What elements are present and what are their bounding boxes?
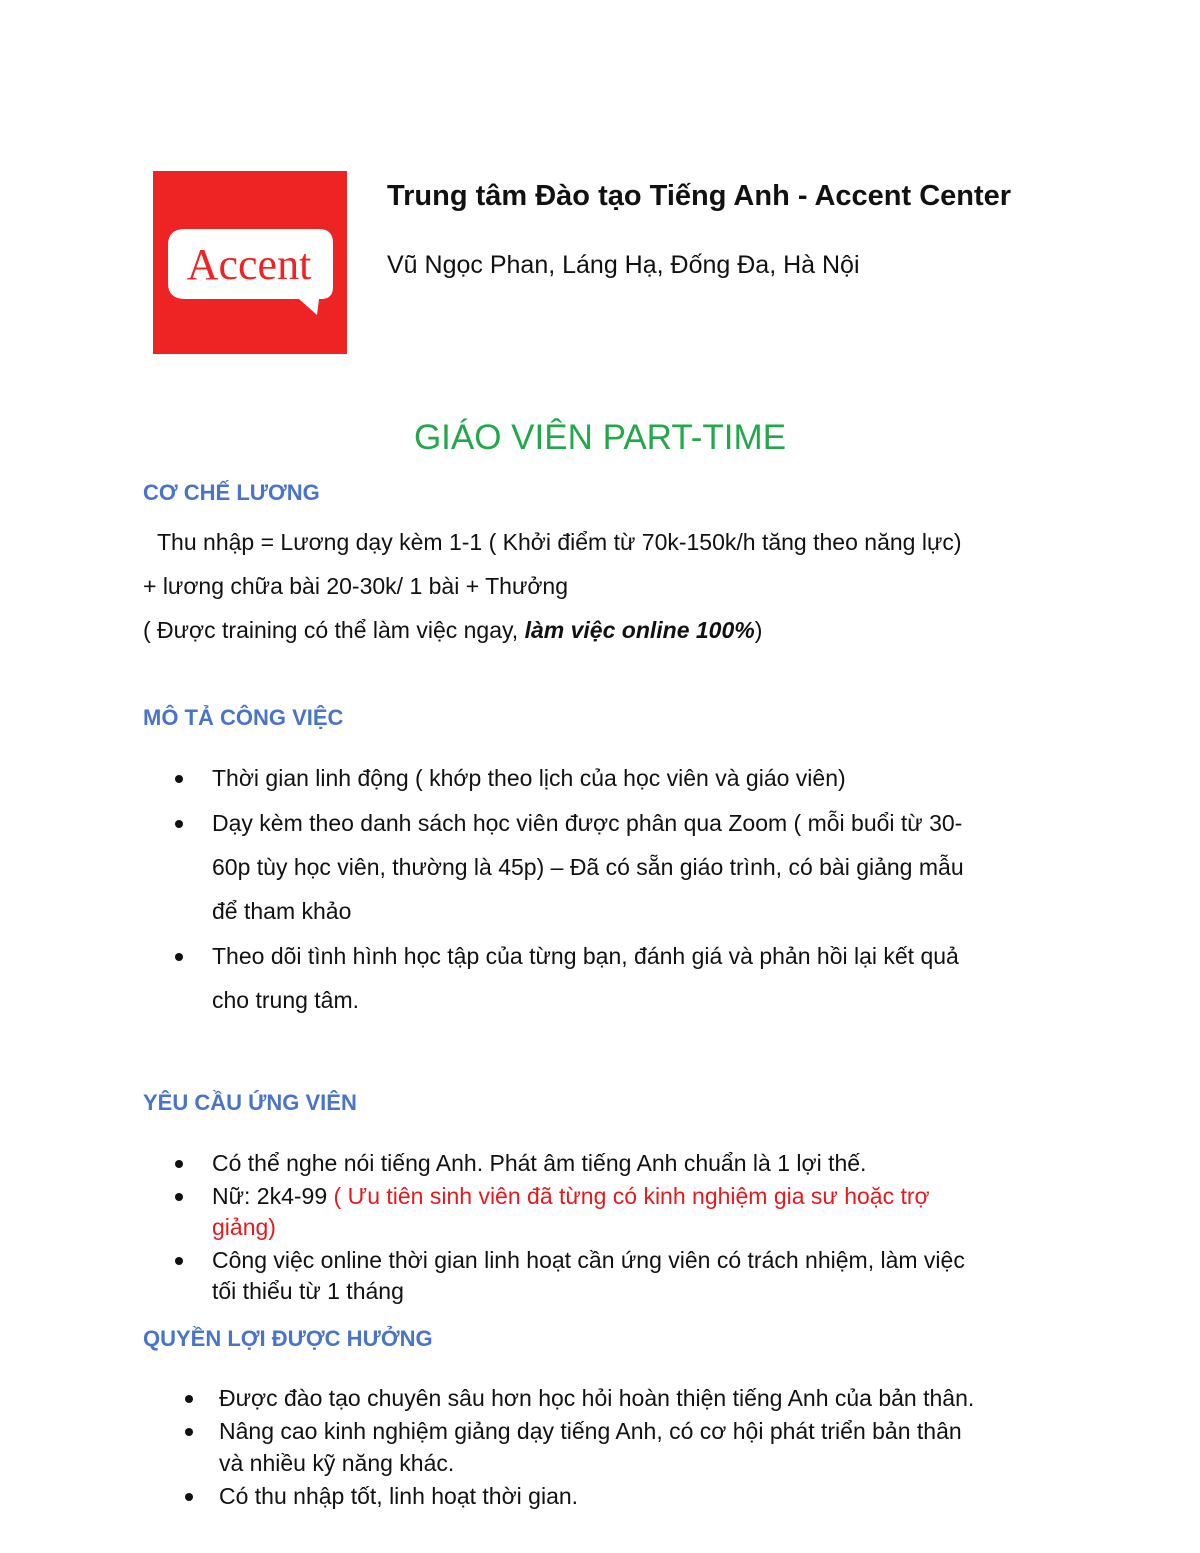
- salary-line-3: [143, 617, 762, 644]
- priority-note: ( Ưu tiên sinh viên đã từng có kinh nghiệm gia sư hoặc trợ: [333, 1183, 930, 1209]
- salary-note-suffix: ): [754, 617, 763, 643]
- list-item: Theo dõi tình hình học tập của từng bạn, đánh giá và phản hồi lại kết quả: [212, 943, 959, 969]
- gender-age-text: Nữ: 2k4-99: [212, 1183, 334, 1209]
- bullet-icon: [175, 953, 183, 961]
- priority-note-continuation: giảng): [212, 1214, 276, 1240]
- speech-bubble-icon: [153, 171, 347, 354]
- list-item-continuation: để tham khảo: [212, 898, 352, 924]
- list-item: Có thu nhập tốt, linh hoạt thời gian.: [219, 1483, 579, 1509]
- accent-logo: [153, 171, 347, 354]
- bullet-icon: [185, 1493, 193, 1501]
- bullet-icon: [185, 1395, 193, 1403]
- salary-note-prefix: ( Được training có thể làm việc ngay,: [143, 617, 525, 643]
- list-item-continuation: cho trung tâm.: [212, 987, 360, 1013]
- job-description-heading: MÔ TẢ CÔNG VIỆC: [143, 705, 344, 730]
- bullet-icon: [185, 1428, 193, 1436]
- salary-line-1: Thu nhập = Lương dạy kèm 1-1 ( Khởi điểm từ 70k-150k/h tăng theo năng lực): [157, 529, 962, 555]
- list-item: [212, 1183, 930, 1210]
- center-name: Trung tâm Đào tạo Tiếng Anh - Accent Center: [387, 180, 1012, 212]
- bullet-icon: [175, 775, 183, 783]
- salary-line-2: + lương chữa bài 20-30k/ 1 bài + Thưởng: [143, 573, 569, 599]
- center-address: Vũ Ngọc Phan, Láng Hạ, Đống Đa, Hà Nội: [387, 251, 860, 279]
- list-item-continuation: tối thiểu từ 1 tháng: [212, 1278, 404, 1304]
- bullet-icon: [175, 1193, 183, 1201]
- bullet-icon: [175, 1160, 183, 1168]
- bullet-icon: [175, 820, 183, 828]
- job-title: GIÁO VIÊN PART-TIME: [413, 418, 787, 457]
- list-item-continuation: và nhiều kỹ năng khác.: [219, 1450, 455, 1476]
- online-emphasis: làm việc online 100%: [524, 617, 755, 643]
- requirements-heading: YÊU CẦU ỨNG VIÊN: [143, 1090, 357, 1115]
- list-item: Được đào tạo chuyên sâu hơn học hỏi hoàn thiện tiếng Anh của bản thân.: [219, 1385, 975, 1411]
- bullet-icon: [175, 1257, 183, 1265]
- list-item: Công việc online thời gian linh hoạt cần ứng viên có trách nhiệm, làm việc: [212, 1247, 965, 1273]
- list-item: Thời gian linh động ( khớp theo lịch của học viên và giáo viên): [212, 765, 846, 791]
- logo-text: Accent: [186, 240, 312, 289]
- list-item: Dạy kèm theo danh sách học viên được phân qua Zoom ( mỗi buổi từ 30-: [212, 810, 963, 836]
- list-item-continuation: 60p tùy học viên, thường là 45p) – Đã có sẵn giáo trình, có bài giảng mẫu: [212, 854, 964, 880]
- benefits-heading: QUYỀN LỢI ĐƯỢC HƯỞNG: [143, 1326, 433, 1351]
- list-item: Nâng cao kinh nghiệm giảng dạy tiếng Anh, có cơ hội phát triển bản thân: [219, 1418, 962, 1444]
- salary-heading: CƠ CHẾ LƯƠNG: [143, 480, 320, 505]
- list-item: Có thể nghe nói tiếng Anh. Phát âm tiếng Anh chuẩn là 1 lợi thế.: [212, 1150, 867, 1176]
